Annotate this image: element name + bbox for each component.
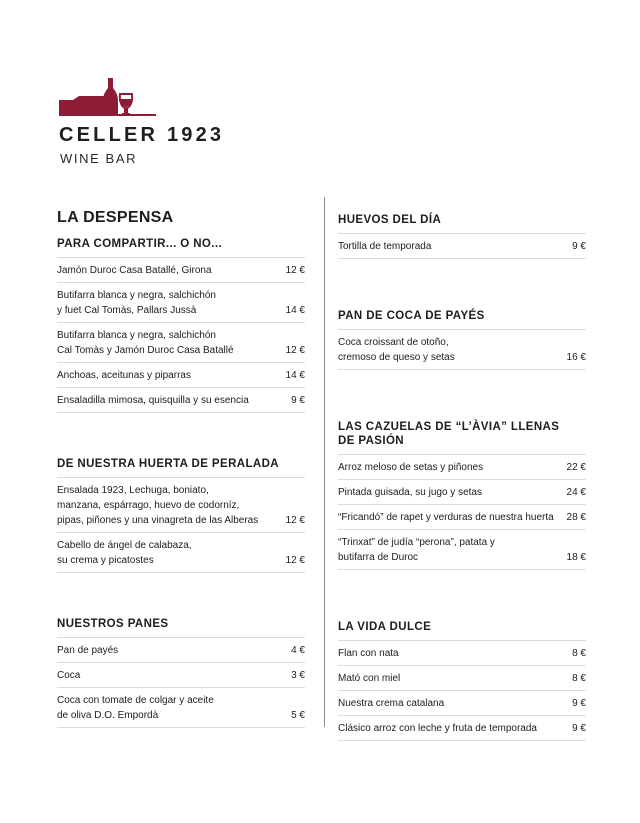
section-heading: LAS CAZUELAS DE “L’ÀVIA” LLENAS DE PASIÓN — [338, 420, 586, 455]
menu-item — [57, 478, 305, 533]
menu-item — [57, 663, 305, 688]
item-name: Clásico arroz con leche y fruta de temporada — [338, 723, 537, 734]
item-price: 12 € — [285, 265, 305, 276]
brand-name: CELLER 1923 — [59, 124, 225, 146]
item-price: 22 € — [566, 462, 586, 473]
item-name: Mató con miel — [338, 673, 401, 684]
menu-item — [57, 258, 305, 283]
item-price: 28 € — [566, 512, 586, 523]
item-name: Cabello de ángel de calabaza, su crema y picatostes — [57, 540, 192, 566]
menu-section — [57, 617, 305, 728]
section-heading: NUESTROS PANES — [57, 617, 305, 638]
item-price: 18 € — [566, 552, 586, 563]
item-name: Pintada guisada, su jugo y setas — [338, 487, 482, 498]
section-heading: HUEVOS DEL DÍA — [338, 213, 586, 234]
item-price: 9 € — [572, 698, 586, 709]
column-divider — [324, 197, 325, 727]
item-price: 14 € — [285, 370, 305, 381]
item-name: “Trinxat” de judía “perona”, patata y butifarra de Duroc — [338, 537, 495, 563]
item-name: Ensaladilla mimosa, quisquilla y su esencia — [57, 395, 249, 406]
item-price: 3 € — [291, 670, 305, 681]
item-price: 24 € — [566, 487, 586, 498]
menu-item — [338, 666, 586, 691]
brand-subtitle: WINE BAR — [60, 151, 138, 166]
menu-item — [338, 480, 586, 505]
item-name: Coca con tomate de colgar y aceite de oliva D.O. Empordà — [57, 695, 214, 721]
menu-item — [338, 530, 586, 570]
item-price: 12 € — [285, 515, 305, 526]
item-price: 16 € — [566, 352, 586, 363]
item-name: “Fricandó” de rapet y verduras de nuestra huerta — [338, 512, 554, 523]
menu-item — [57, 533, 305, 573]
menu-item — [57, 638, 305, 663]
menu-item — [338, 455, 586, 480]
menu-section — [338, 420, 586, 570]
menu-item — [338, 691, 586, 716]
section-heading: PARA COMPARTIR... O NO... — [57, 237, 305, 258]
item-name: Butifarra blanca y negra, salchichón y fuet Cal Tomàs, Pallars Jussà — [57, 290, 216, 316]
menu-item — [338, 641, 586, 666]
item-name: Jamón Duroc Casa Batallé, Girona — [57, 265, 212, 276]
item-price: 9 € — [291, 395, 305, 406]
menu-item — [338, 330, 586, 370]
menu-item — [57, 388, 305, 413]
item-name: Flan con nata — [338, 648, 399, 659]
item-name: Tortilla de temporada — [338, 241, 432, 252]
item-price: 9 € — [572, 723, 586, 734]
section-heading: LA VIDA DULCE — [338, 620, 586, 641]
menu-item — [57, 323, 305, 363]
section-heading: DE NUESTRA HUERTA DE PERALADA — [57, 457, 305, 478]
menu-section — [338, 213, 586, 259]
menu-title: LA DESPENSA — [57, 209, 174, 226]
item-name: Butifarra blanca y negra, salchichón Cal Tomàs y Jamón Duroc Casa Batallé — [57, 330, 234, 356]
item-price: 8 € — [572, 648, 586, 659]
item-price: 9 € — [572, 241, 586, 252]
section-heading: PAN DE COCA DE PAYÉS — [338, 309, 586, 330]
item-price: 8 € — [572, 673, 586, 684]
item-name: Pan de payés — [57, 645, 119, 656]
item-price: 14 € — [285, 305, 305, 316]
item-name: Coca croissant de otoño, cremoso de queso y setas — [338, 337, 455, 363]
menu-item — [57, 363, 305, 388]
item-name: Anchoas, aceitunas y piparras — [57, 370, 191, 381]
menu-section — [57, 237, 305, 413]
menu-item — [338, 716, 586, 741]
menu-section — [338, 309, 586, 370]
menu-item — [57, 283, 305, 323]
menu-section — [57, 457, 305, 573]
menu-item — [338, 234, 586, 259]
item-name: Nuestra crema catalana — [338, 698, 445, 709]
menu-item — [57, 688, 305, 728]
bottle-and-glass-logo-icon — [59, 76, 159, 116]
item-name: Coca — [57, 670, 81, 681]
item-price: 4 € — [291, 645, 305, 656]
item-name: Ensalada 1923, Lechuga, boniato, manzana, espárrago, huevo de codorníz, pipas, piñones y una vinagreta de las Alberas — [57, 485, 259, 526]
item-price: 5 € — [291, 710, 305, 721]
menu-section — [338, 620, 586, 741]
item-price: 12 € — [285, 345, 305, 356]
menu-item — [338, 505, 586, 530]
item-name: Arroz meloso de setas y piñones — [338, 462, 484, 473]
right-column — [338, 213, 586, 741]
left-column — [57, 209, 305, 728]
item-price: 12 € — [285, 555, 305, 566]
